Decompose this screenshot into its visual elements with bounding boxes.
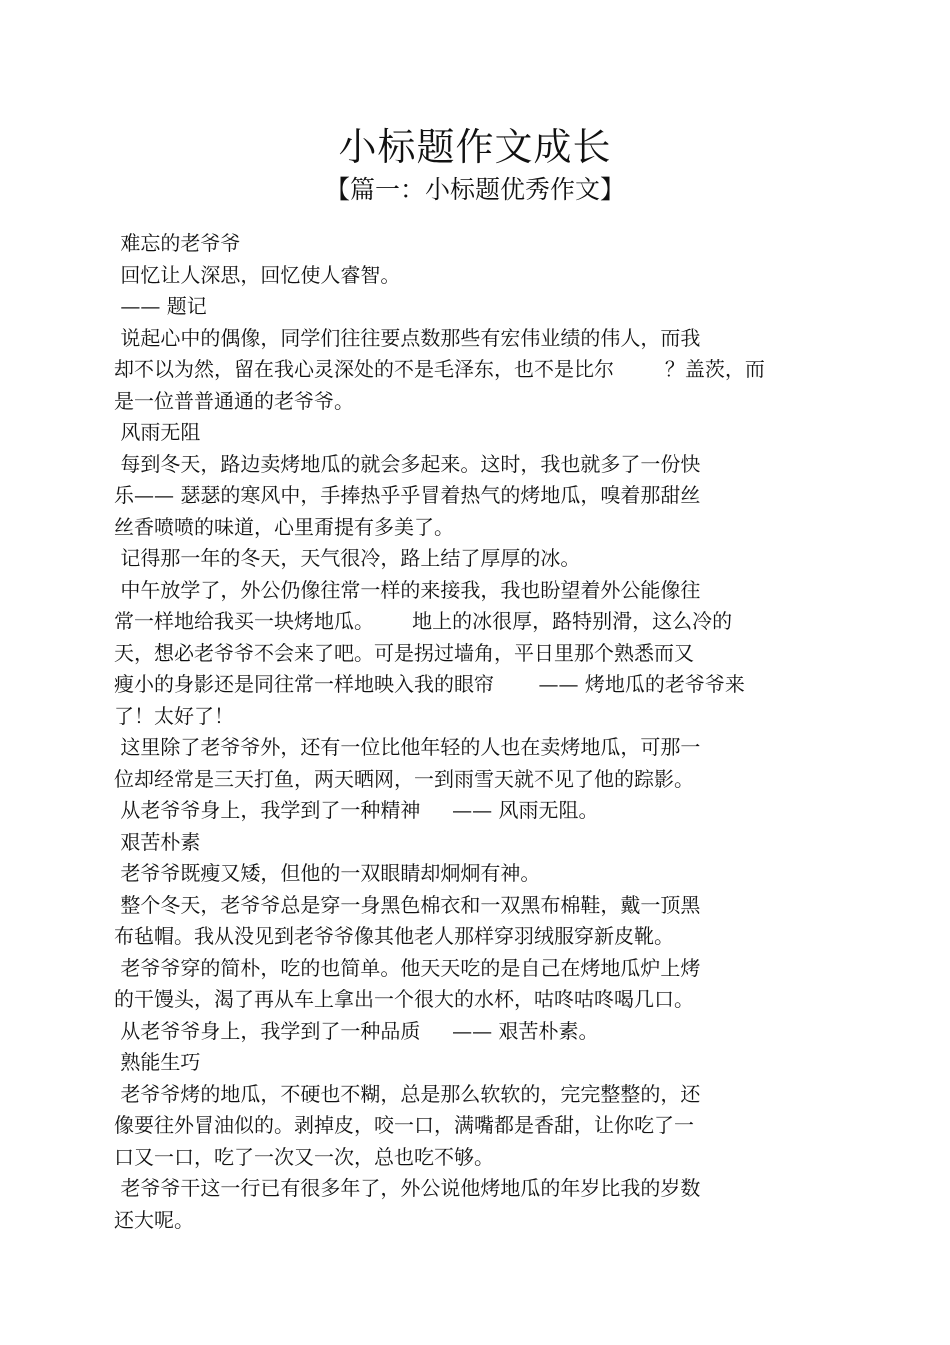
body-line: 回忆让人深思，回忆使人睿智。 (114, 262, 401, 287)
body-line: 老爷爷干这一行已有很多年了，外公说他烤地瓜的年岁比我的岁数 (114, 1176, 701, 1200)
body-line: 难忘的老爷爷 (114, 231, 241, 255)
body-line: 了！太好了！ (114, 703, 234, 728)
body-line: 像要往外冒油似的。剥掉皮，咬一口，满嘴都是香甜，让你吃了一 (114, 1113, 694, 1137)
body-line: 的干馒头，渴了再从车上拿出一个很大的水杯，咕咚咕咚喝几口。 (114, 987, 694, 1011)
body-line: 老爷爷既瘦又矮，但他的一双眼睛却炯炯有神。 (114, 861, 541, 885)
body-line: 记得那一年的冬天，天气很冷，路上结了厚厚的冰。 (114, 546, 581, 570)
body-line: 熟能生巧 (114, 1050, 201, 1074)
body-line: 丝香喷喷的味道，心里甭提有多美了。 (114, 514, 454, 539)
body-line: 位却经常是三天打鱼，两天晒网，一到雨雪天就不见了他的踪影。 (114, 766, 694, 791)
body-line: 整个冬天，老爷爷总是穿一身黑色棉衣和一双黑布棉鞋，戴一顶黑 (114, 892, 701, 917)
body-line: —— 题记 (114, 294, 207, 318)
body-line: 天，想必老爷爷不会来了吧。可是拐过墙角，平日里那个熟悉而又 (114, 640, 694, 665)
document-body (114, 228, 834, 1236)
body-line: 每到冬天，路边卖烤地瓜的就会多起来。这时，我也就多了一份快 (114, 451, 701, 476)
body-line: 从老爷爷身上，我学到了一种精神 —— 风雨无阻。 (114, 798, 599, 822)
body-line: 还大呢。 (114, 1207, 194, 1232)
body-line: 风雨无阻 (114, 420, 201, 444)
body-line: 瘦小的身影还是同往常一样地映入我的眼帘 —— 烤地瓜的老爷爷来 (114, 672, 745, 696)
body-line: 这里除了老爷爷外，还有一位比他年轻的人也在卖烤地瓜，可那一 (114, 735, 701, 759)
body-line: 乐—— 瑟瑟的寒风中，手捧热乎乎冒着热气的烤地瓜，嗅着那甜丝 (114, 483, 701, 507)
body-line: 是一位普普通通的老爷爷。 (114, 388, 354, 413)
document-title: 小标题作文成长 (338, 125, 612, 169)
body-line: 布毡帽。我从没见到老爷爷像其他老人那样穿羽绒服穿新皮靴。 (114, 924, 674, 948)
body-line: 从老爷爷身上，我学到了一种品质 —— 艰苦朴素。 (114, 1018, 599, 1043)
body-line: 却不以为然，留在我心灵深处的不是毛泽东，也不是比尔 ？盖茨，而 (114, 357, 765, 381)
body-line: 说起心中的偶像，同学们往往要点数那些有宏伟业绩的伟人，而我 (114, 325, 701, 350)
body-line: 艰苦朴素 (114, 829, 201, 854)
body-line: 老爷爷烤的地瓜，不硬也不糊，总是那么软软的，完完整整的，还 (114, 1081, 701, 1106)
body-line: 常一样地给我买一块烤地瓜。 地上的冰很厚，路特别滑，这么冷的 (114, 609, 733, 633)
document-subtitle: 【篇一：小标题优秀作文】 (324, 175, 625, 204)
body-line: 口又一口，吃了一次又一次，总也吃不够。 (114, 1144, 494, 1169)
body-line: 中午放学了，外公仍像往常一样的来接我，我也盼望着外公能像往 (114, 577, 701, 602)
body-line: 老爷爷穿的简朴，吃的也简单。他天天吃的是自己在烤地瓜炉上烤 (114, 955, 701, 980)
